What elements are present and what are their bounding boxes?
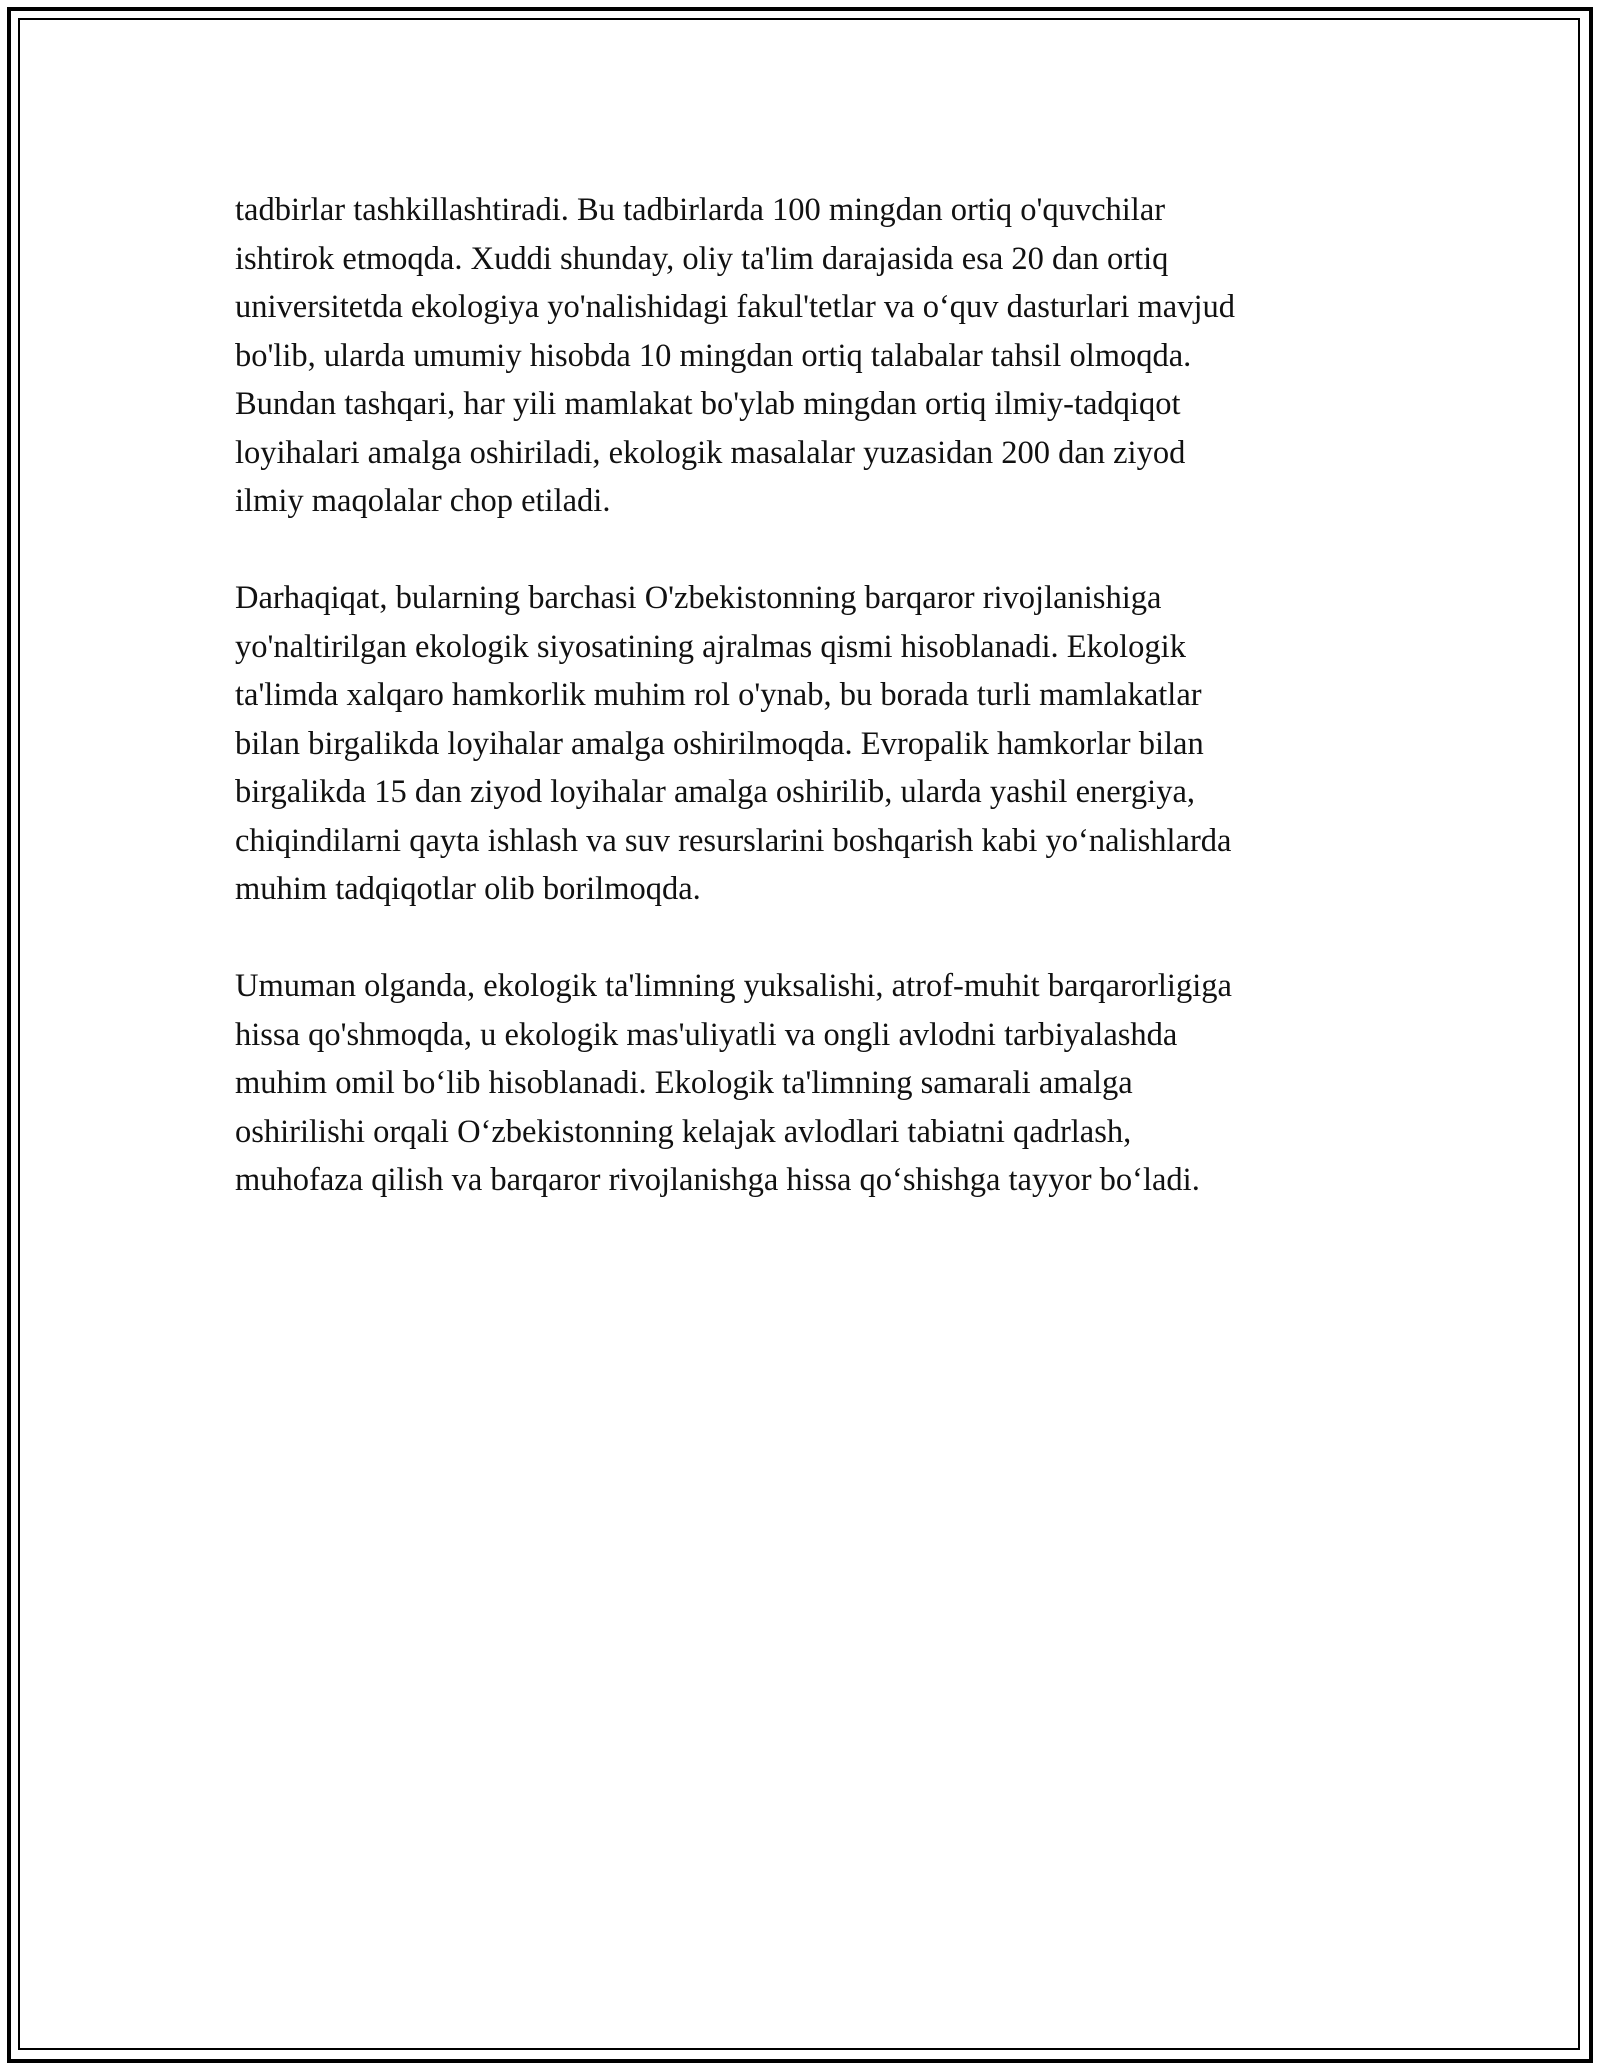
paragraph (235, 962, 1375, 1205)
text-line: universitetda ekologiya yo'nalishidagi fakul'tetlar va o‘quv dasturlari mavjud (235, 289, 1235, 325)
paragraph (235, 186, 1375, 526)
text-line: ilmiy maqolalar chop etiladi. (235, 483, 611, 519)
text-line: muhim omil bo‘lib hisoblanadi. Ekologik ta'limning samarali amalga (235, 1065, 1133, 1101)
text-line: loyihalari amalga oshiriladi, ekologik masalalar yuzasidan 200 dan ziyod (235, 434, 1186, 471)
text-line: Bundan tashqari, har yili mamlakat bo'ylab mingdan ortiq ilmiy-tadqiqot (235, 386, 1181, 422)
paragraph (235, 574, 1375, 914)
document-body (235, 186, 1375, 1253)
text-line: bilan birgalikda loyihalar amalga oshirilmoqda. Evropalik hamkorlar bilan (235, 725, 1204, 762)
text-line: birgalikda 15 dan ziyod loyihalar amalga oshirilib, ularda yashil energiya, (235, 774, 1195, 810)
text-line: bo'lib, ularda umumiy hisobda 10 mingdan ortiq talabalar tahsil olmoqda. (235, 337, 1192, 374)
text-line: yo'naltirilgan ekologik siyosatining ajralmas qismi hisoblanadi. Ekologik (235, 628, 1186, 665)
text-line: Darhaqiqat, bularning barchasi O'zbekistonning barqaror rivojlanishiga (235, 580, 1162, 616)
text-line: ishtirok etmoqda. Xuddi shunday, oliy ta'lim darajasida esa 20 dan ortiq (235, 240, 1169, 277)
text-line: muhofaza qilish va barqaror rivojlanishga hissa qo‘shishga tayyor bo‘ladi. (235, 1162, 1200, 1198)
text-line: oshirilishi orqali O‘zbekistonning kelajak avlodlari tabiatni qadrlash, (235, 1113, 1132, 1150)
text-line: hissa qo'shmoqda, u ekologik mas'uliyatli va ongli avlodni tarbiyalashda (235, 1016, 1178, 1053)
text-line: Umuman olganda, ekologik ta'limning yuksalishi, atrof-muhit barqarorligiga (235, 968, 1232, 1004)
text-line: chiqindilarni qayta ishlash va suv resurslarini boshqarish kabi yo‘nalishlarda (235, 822, 1232, 859)
text-line: ta'limda xalqaro hamkorlik muhim rol o'ynab, bu borada turli mamlakatlar (235, 677, 1202, 713)
text-line: muhim tadqiqotlar olib borilmoqda. (235, 871, 701, 907)
text-line: tadbirlar tashkillashtiradi. Bu tadbirlarda 100 mingdan ortiq o'quvchilar (235, 192, 1166, 228)
